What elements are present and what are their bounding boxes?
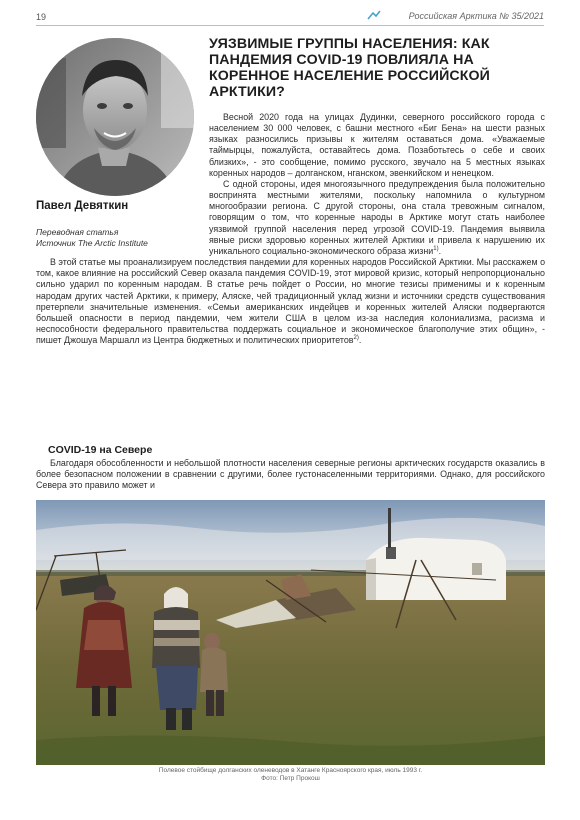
photo-caption [36,767,545,783]
article-source: Источник The Arctic Institute [36,237,148,248]
caption-text: Полевое стойбище долганских оленеводов в Хатанге Красноярского края, июль 1993 г. [158,767,423,774]
tundra-camp-image [36,500,545,765]
footnote-ref: 1) [433,245,439,252]
page-number: 19 [36,12,47,22]
paragraph: Благодаря обособленности и небольшой плотности населения северные регионы арктических государств оказались в более безопасном положении в сравнении с другими, более густонаселенными территориями. Однако, для российского Севера это правило может и [36,458,545,491]
article-body [36,112,545,346]
caption-credit: Фото: Петр Прокош [261,775,320,782]
header-divider [36,25,544,26]
article-title: УЯЗВИМЫЕ ГРУППЫ НАСЕЛЕНИЯ: КАК ПАНДЕМИЯ COVID-19 ПОВЛИЯЛА НА КОРЕННОЕ НАСЕЛЕНИЕ РОССИЙСКОЙ АРКТИКИ? [209,36,490,100]
journal-logo-icon [367,10,381,20]
section-body [36,458,545,491]
paragraph-text: С одной стороны, идея многоязычного предупреждения была положительно воспринята местными жителями, поскольку напомнила о культурном многообразии региона. С другой стороны, она стала тревожным сигналом, говорящим о том, что коренные народы в Арктике могут стать наиболее уязвимой группой населения перед угрозой COVID-19. Пандемия выявила явные риски здоровью коренных жителей Арктики и привела к нарушению их уникального социально-экономического образа жизни [209,178,545,256]
journal-title: Российская Арктика № 35/2021 [408,11,544,21]
paragraph: В этой статье мы проанализируем последствия пандемии для коренных народов Российской Арктики. Мы расскажем о том, какое влияние на российский Север оказала пандемия COVID-19, этот мировой кризис, который непропорционально сильно ударил по коренным народам. В статье речь пойдет о России, но многие тезисы применимы и к коренным народам других частей Арктики, к примеру, Аляске, чей традиционный уклад жизни и источники средств существования претерпели значительные изменения. «Семьи американских индейцев и коренных жителей Аляски подвергаются большей опасности в период пандемии, чем жители США в целом из-за наследия колониализма, расизма и неспособности федерального правительства поддержать социальное и экономическое благополучие этих общин», - пишет Джошуа Маршалл из Центра бюджетных и политических приоритетов$^{2)}$. [36,257,545,346]
article-photo [36,500,545,765]
article-type: Переводная статья [36,227,119,237]
author-name: Павел Девяткин [36,200,129,212]
paragraph-text: Весной 2020 года на улицах Дудинки, северного российского города с населением 30 000 человек, с башни местного «Биг Бена» на шести разных языках разносились призывы к жителям оставаться дома. «Уважаемые таймырцы, пожалуйста, оставайтесь дома. Позаботьтесь о себе и своих близких», - это сообщение, помимо русского, звучало на 5 местных языках коренных народов – долганском, нганском, эвенкийском и ненецком. [209,112,545,178]
footnote-ref: 2) [353,335,359,342]
paragraph: С одной стороны, идея многоязычного предупреждения была положительно воспринята местными жителями, поскольку напомнила о культурном многообразии региона. С другой стороны, она стала тревожным сигналом, говорящим о том, что коренные народы в Арктике могут стать наиболее уязвимой группой населения перед угрозой COVID-19. Пандемия выявила явные риски здоровью коренных жителей Арктики и привела к нарушению их уникального социально-экономического образа жизни$^{1)}$. [209,178,545,256]
paragraph-text: В этой статье мы проанализируем последствия пандемии для коренных народов Российской Арктики. Мы расскажем о том, какое влияние на российский Север оказала пандемия COVID-19, этот мировой кризис, который непропорционально сильно ударил по коренным народам. В статье речь пойдет о России, но многие тезисы применимы и к коренным народам других частей Арктики, к примеру, Аляске, чей традиционный уклад жизни и источники средств существования претерпели значительные изменения. «Семьи американских индейцев и коренных жителей Аляски подвергаются большей опасности в период пандемии, чем жители США в целом из-за наследия колониализма, расизма и неспособности федерального правительства поддержать социальное и экономическое благополучие этих общин», - пишет Джошуа Маршалл из Центра бюджетных и политических приоритетов [36,257,545,346]
section-heading: COVID-19 на Севере [48,444,153,456]
